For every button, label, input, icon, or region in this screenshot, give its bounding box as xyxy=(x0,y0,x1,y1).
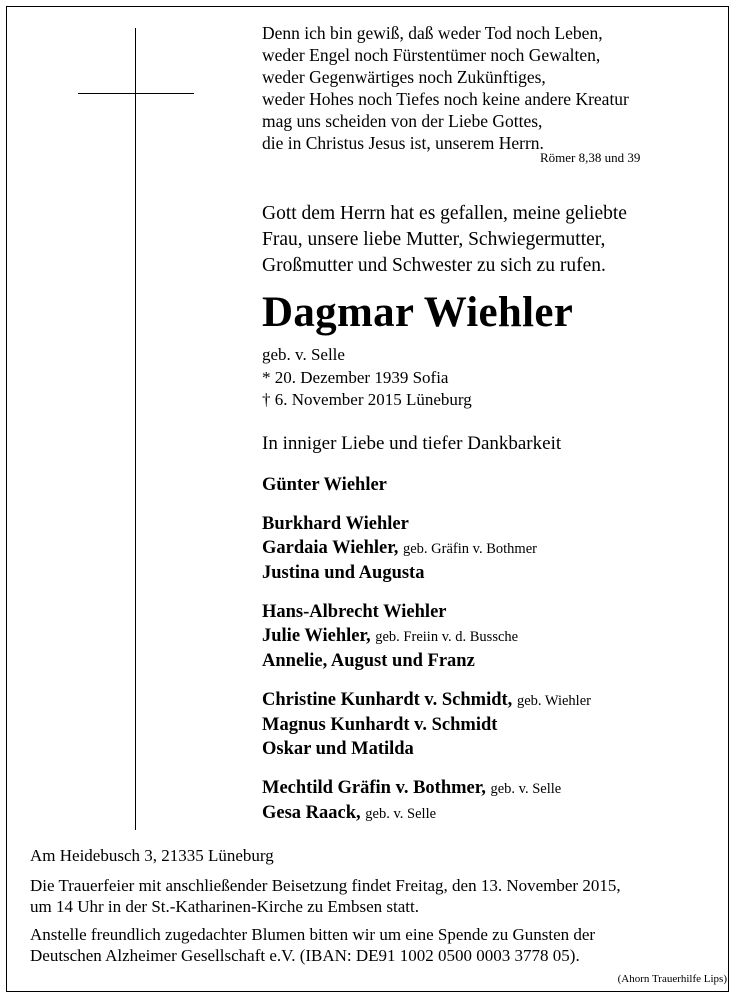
family-group xyxy=(262,600,591,673)
member-name: Annelie, August und Franz xyxy=(262,651,475,671)
member-name: Günter Wiehler xyxy=(262,475,387,495)
member-name: Christine Kunhardt v. Schmidt, xyxy=(262,690,513,710)
member-name: Oskar und Matilda xyxy=(262,739,414,759)
member-name: Justina und Augusta xyxy=(262,563,425,583)
funeral-line: Die Trauerfeier mit anschließender Beisetzung findet Freitag, den 13. November 2015, xyxy=(30,876,621,895)
family-member xyxy=(262,737,591,761)
footer-info xyxy=(30,845,621,973)
family-group xyxy=(262,473,591,497)
family-member xyxy=(262,649,591,673)
announcement-line: Gott dem Herrn hat es gefallen, meine geliebte xyxy=(262,203,627,224)
family-address: Am Heidebusch 3, 21335 Lüneburg xyxy=(30,846,274,865)
member-note: geb. Wiehler xyxy=(516,693,591,709)
member-name: Gesa Raack, xyxy=(262,803,361,823)
family-member xyxy=(262,536,591,561)
family-group xyxy=(262,688,591,761)
family-member xyxy=(262,512,591,536)
family-group xyxy=(262,776,591,826)
family-member xyxy=(262,600,591,624)
announcement-line: Frau, unsere liebe Mutter, Schwiegermutter, xyxy=(262,229,606,250)
verse-reference: Römer 8,38 und 39 xyxy=(540,150,641,165)
family-member xyxy=(262,776,591,801)
family-member xyxy=(262,713,591,737)
birth-date: * 20. Dezember 1939 Sofia xyxy=(262,367,449,387)
verse-line: weder Hohes noch Tiefes noch keine andere Kreatur xyxy=(262,89,629,109)
vital-details xyxy=(262,344,472,412)
cross-icon xyxy=(135,28,136,830)
donation-info xyxy=(30,924,621,966)
member-name: Burkhard Wiehler xyxy=(262,514,409,534)
family-member xyxy=(262,688,591,713)
announcement-text xyxy=(262,201,627,279)
death-date: † 6. November 2015 Lüneburg xyxy=(262,390,472,409)
member-note: geb. v. Selle xyxy=(365,806,437,822)
family-member xyxy=(262,801,591,826)
verse-line: weder Gegenwärtiges noch Zukünftiges, xyxy=(262,67,546,87)
member-note: geb. v. Selle xyxy=(490,781,562,797)
verse-line: weder Engel noch Fürstentümer noch Gewalten, xyxy=(262,45,601,65)
announcement-line: Großmutter und Schwester zu sich zu rufen. xyxy=(262,255,606,276)
family-member xyxy=(262,561,591,585)
member-note: geb. Gräfin v. Bothmer xyxy=(403,541,537,557)
cross-icon-bar xyxy=(78,93,194,94)
member-name: Hans-Albrecht Wiehler xyxy=(262,602,447,622)
family-member xyxy=(262,473,591,497)
funeral-info xyxy=(30,875,621,917)
undertaker-credit: (Ahorn Trauerhilfe Lips) xyxy=(617,973,727,985)
member-name: Magnus Kunhardt v. Schmidt xyxy=(262,715,498,735)
donation-line: Deutschen Alzheimer Gesellschaft e.V. (IBAN: DE91 1002 0500 0003 3778 05). xyxy=(30,946,580,965)
bible-verse xyxy=(262,22,629,154)
donation-line: Anstelle freundlich zugedachter Blumen bitten wir um eine Spende zu Gunsten der xyxy=(30,925,596,944)
deceased-name: Dagmar Wiehler xyxy=(262,289,574,336)
verse-line: die in Christus Jesus ist, unserem Herrn. xyxy=(262,133,544,153)
member-note: geb. Freiin v. d. Bussche xyxy=(375,629,519,645)
maiden-name: geb. v. Selle xyxy=(262,345,345,364)
verse-line: mag uns scheiden von der Liebe Gottes, xyxy=(262,111,543,131)
member-name: Gardaia Wiehler, xyxy=(262,538,399,558)
verse-line: Denn ich bin gewiß, daß weder Tod noch Leben, xyxy=(262,23,603,43)
family-member xyxy=(262,624,591,649)
member-name: Mechtild Gräfin v. Bothmer, xyxy=(262,778,486,798)
family-group xyxy=(262,512,591,585)
family-list xyxy=(262,473,591,841)
funeral-line: um 14 Uhr in der St.-Katharinen-Kirche zu Embsen statt. xyxy=(30,897,420,916)
member-name: Julie Wiehler, xyxy=(262,626,371,646)
closing-phrase: In inniger Liebe und tiefer Dankbarkeit xyxy=(262,433,562,454)
